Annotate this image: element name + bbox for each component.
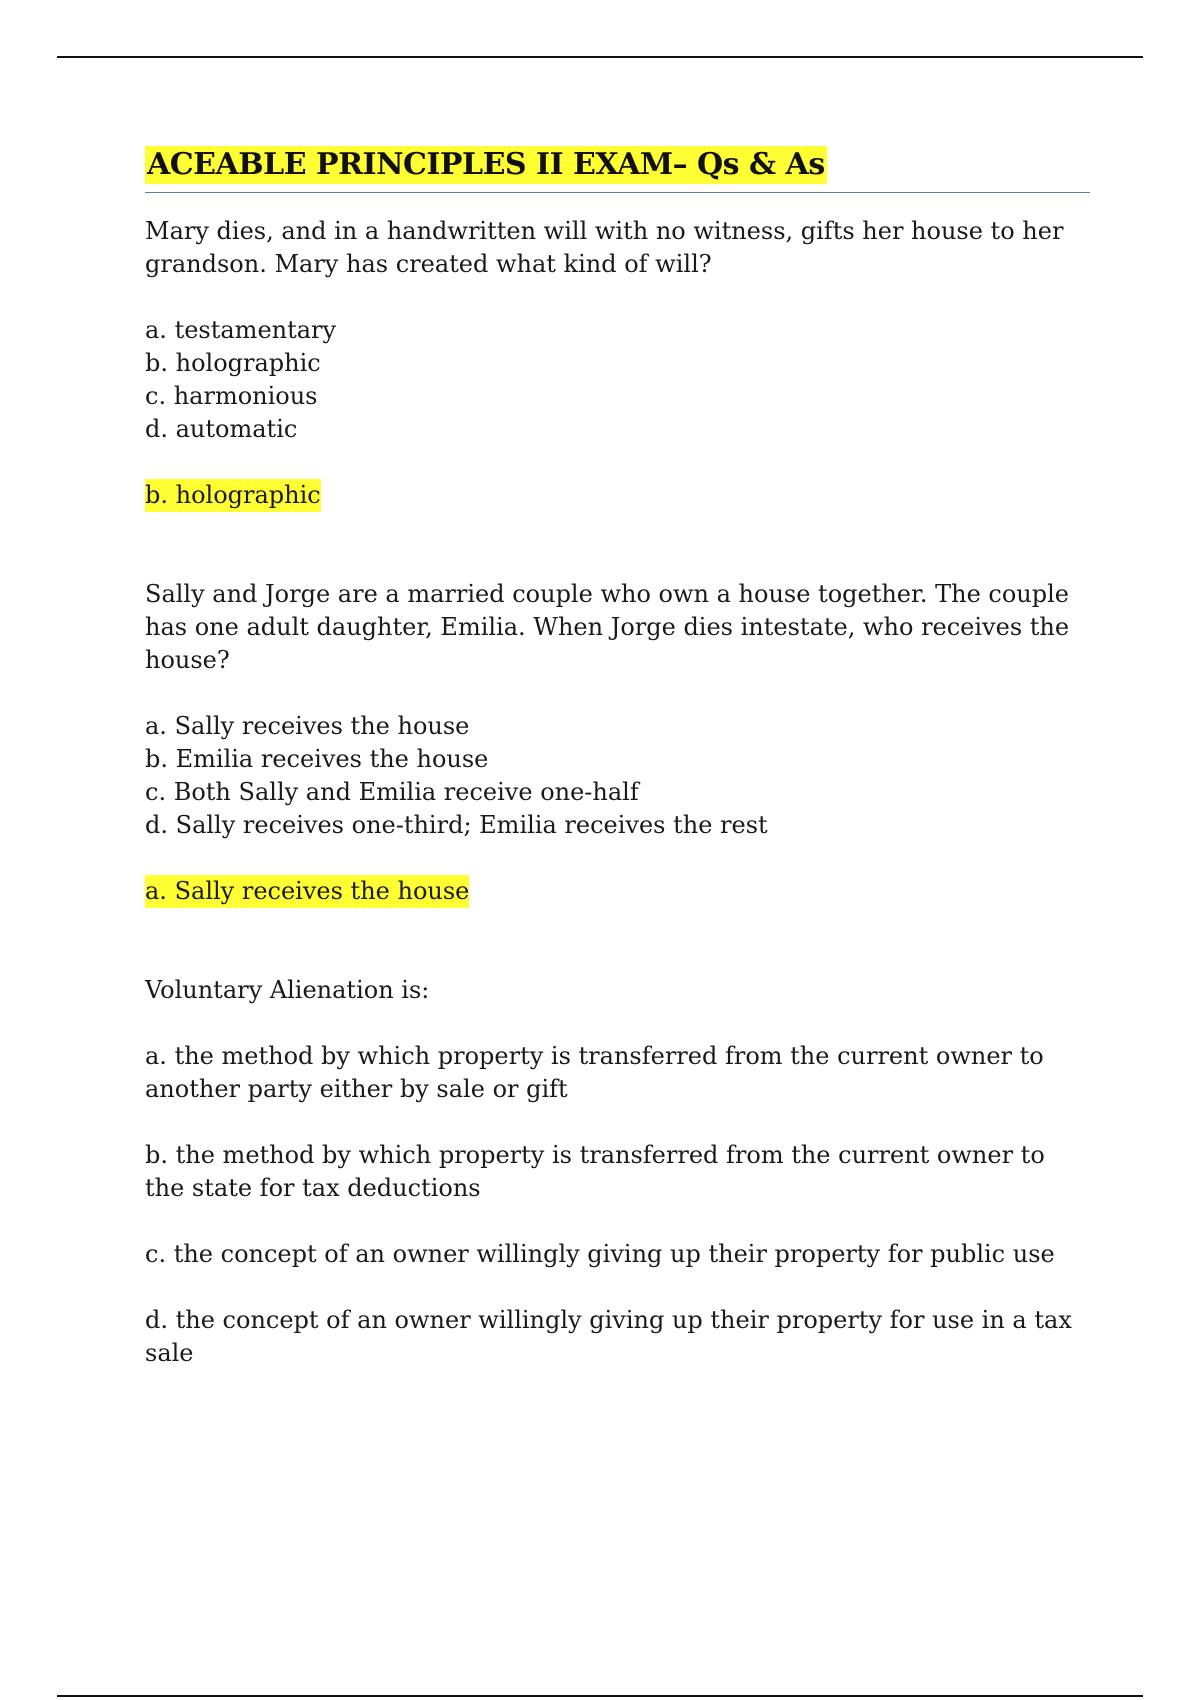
bottom-rule — [57, 1695, 1143, 1697]
highlighted-answer: a. Sally receives the house — [145, 875, 469, 908]
highlighted-answer: b. holographic — [145, 479, 321, 512]
option-item: c. harmonious — [145, 382, 318, 410]
option-list — [145, 314, 1090, 446]
option-item: c. the concept of an owner willingly giving up their property for public use — [145, 1240, 1055, 1268]
option-item: a. the method by which property is transferred from the current owner to another party either by sale or gift — [145, 1042, 1044, 1103]
question-block-2 — [145, 578, 1090, 908]
option-item: c. Both Sally and Emilia receive one-half — [145, 778, 639, 806]
answer-block — [145, 479, 1090, 512]
question-block-1 — [145, 215, 1090, 512]
option-item: d. Sally receives one-third; Emilia receives the rest — [145, 811, 768, 839]
option-item: b. holographic — [145, 349, 321, 377]
option-item: b. the method by which property is transferred from the current owner to the state for tax deductions — [145, 1141, 1045, 1202]
option-item: d. automatic — [145, 415, 298, 443]
question-text: Sally and Jorge are a married couple who own a house together. The couple has one adult daughter, Emilia. When Jorge dies intestate, who receives the house? — [145, 580, 1070, 674]
top-rule — [57, 56, 1143, 58]
document-body — [145, 146, 1090, 1403]
question-text: Mary dies, and in a handwritten will with no witness, gifts her house to her grandson. Mary has created what kind of will? — [145, 217, 1064, 278]
question-text: Voluntary Alienation is: — [145, 976, 430, 1004]
title-bar — [145, 146, 1090, 193]
option-item: a. testamentary — [145, 316, 337, 344]
option-item: b. Emilia receives the house — [145, 745, 489, 773]
question-block-3 — [145, 974, 1090, 1370]
answer-block — [145, 875, 1090, 908]
option-item: d. the concept of an owner willingly giving up their property for use in a tax sale — [145, 1306, 1072, 1367]
option-item: a. Sally receives the house — [145, 712, 470, 740]
option-list — [145, 710, 1090, 842]
page-title: ACEABLE PRINCIPLES II EXAM– Qs & As — [147, 147, 825, 182]
